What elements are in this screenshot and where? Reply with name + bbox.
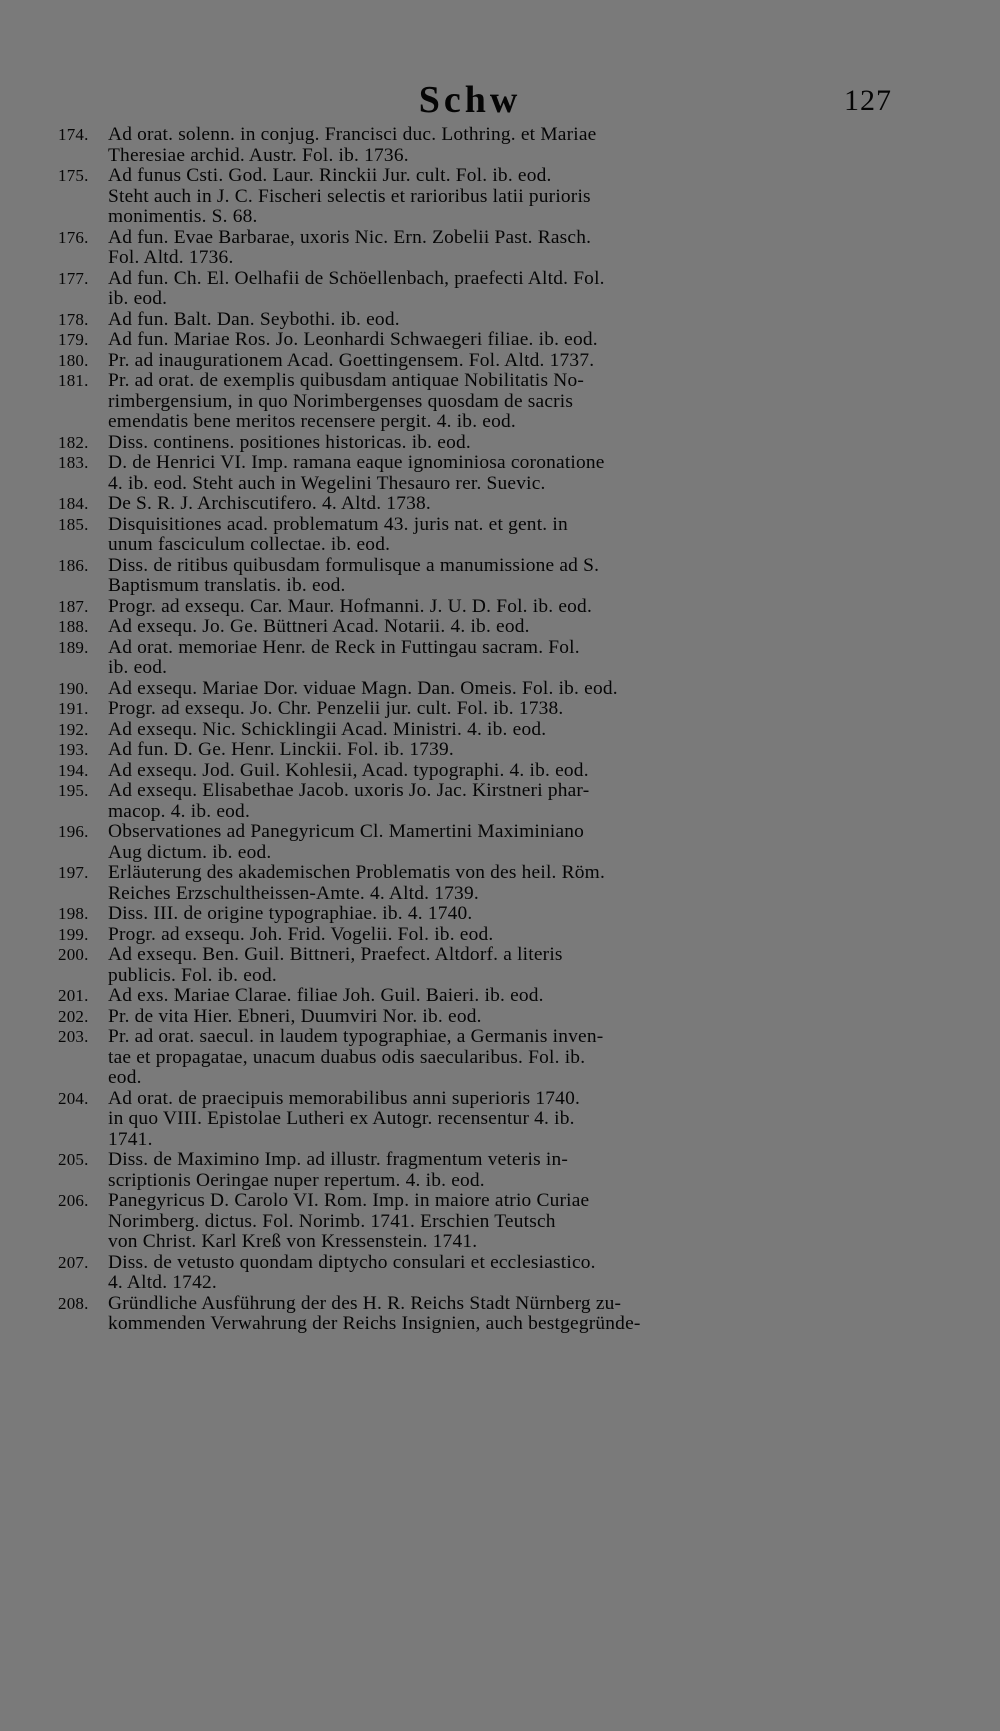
entry-text-line: Ad fun. Ch. El. Oelhafii de Schöellenbach, praefecti Altd. Fol. <box>108 268 605 289</box>
list-item <box>58 269 898 310</box>
list-item <box>58 1253 898 1294</box>
list-item <box>58 986 898 1007</box>
entry-number: 207. <box>58 1252 89 1272</box>
list-item <box>58 1150 898 1191</box>
entry-number: 201. <box>58 986 89 1005</box>
entry-number: 174. <box>58 125 89 144</box>
entry-number: 187. <box>58 596 89 616</box>
list-item <box>58 310 898 331</box>
entry-text-line: Diss. de Maximino Imp. ad illustr. fragmentum veteris in- <box>108 1150 569 1170</box>
entry-number: 183. <box>58 453 89 472</box>
entry-text-line: Reiches Erzschultheissen-Amte. 4. Altd. 1739. <box>108 883 479 904</box>
entry-text-line: in quo VIII. Epistolae Lutheri ex Autogr. recensentur 4. ib. <box>108 1109 575 1129</box>
entry-number: 186. <box>58 555 89 575</box>
page-header <box>0 78 1000 128</box>
entry-text-line: unum fasciculum collectae. ib. eod. <box>108 535 391 555</box>
entry-number: 193. <box>58 740 89 759</box>
entry-text-line: Erläuterung des akademischen Problematis von des heil. Röm. <box>108 863 605 883</box>
list-item <box>58 1294 898 1335</box>
entry-text-line: Ad fun. Balt. Dan. Seybothi. ib. eod. <box>108 309 400 330</box>
entry-text-line: D. de Henrici VI. Imp. ramana eaque ignominiosa coronatione <box>108 453 605 473</box>
entry-text-line: Ad fun. Mariae Ros. Jo. Leonhardi Schwaegeri filiae. ib. eod. <box>108 330 598 350</box>
entry-text-line: Ad orat. solenn. in conjug. Francisci duc. Lothring. et Mariae <box>108 125 597 145</box>
entry-text-line: Diss. de ritibus quibusdam formulisque a manumissione ad S. <box>108 555 600 576</box>
entry-number: 180. <box>58 350 89 370</box>
entry-text-line: Gründliche Ausführung der des H. R. Reichs Stadt Nürnberg zu- <box>108 1293 622 1314</box>
list-item <box>58 330 898 351</box>
entry-text-line: 1741. <box>108 1129 153 1150</box>
entry-text-line: Pr. ad inaugurationem Acad. Goettingensem. Fol. Altd. 1737. <box>108 350 595 371</box>
list-item <box>58 1191 898 1253</box>
entry-text-line: Ad orat. memoriae Henr. de Reck in Futtingau sacram. Fol. <box>108 637 580 658</box>
entry-text-line: Baptismum translatis. ib. eod. <box>108 576 346 596</box>
entry-number: 200. <box>58 945 89 964</box>
entry-number: 185. <box>58 514 89 534</box>
list-item <box>58 556 898 597</box>
list-item <box>58 1027 898 1089</box>
entry-number: 199. <box>58 924 89 944</box>
entry-number: 203. <box>58 1027 89 1046</box>
entry-number: 202. <box>58 1006 89 1026</box>
entry-number: 196. <box>58 822 89 841</box>
entry-text-line: scriptionis Oeringae nuper repertum. 4. ib. eod. <box>108 1170 485 1191</box>
entry-text-line: Ad exsequ. Nic. Schicklingii Acad. Ministri. 4. ib. eod. <box>108 719 547 740</box>
entry-text-line: macop. 4. ib. eod. <box>108 801 250 822</box>
entry-text-line: Ad exs. Mariae Clarae. filiae Joh. Guil. Baieri. ib. eod. <box>108 986 544 1006</box>
entry-number: 191. <box>58 699 89 718</box>
entry-text-line: Pr. ad orat. saecul. in laudem typographiae, a Germanis inven- <box>108 1027 604 1047</box>
list-item <box>58 351 898 372</box>
list-item <box>58 740 898 761</box>
entry-number: 204. <box>58 1088 89 1108</box>
entry-number: 208. <box>58 1293 89 1313</box>
entry-number: 189. <box>58 637 89 657</box>
entry-text-line: tae et propagatae, unacum duabus odis saecularibus. Fol. ib. <box>108 1047 586 1068</box>
entry-text-line: Steht auch in J. C. Fischeri selectis et rarioribus latii purioris <box>108 186 591 207</box>
entry-text-line: Observationes ad Panegyricum Cl. Mamertini Maximiniano <box>108 822 585 842</box>
list-item <box>58 781 898 822</box>
entry-number: 197. <box>58 863 89 882</box>
entry-number: 176. <box>58 227 89 247</box>
entry-text-line: Pr. de vita Hier. Ebneri, Duumviri Nor. ib. eod. <box>108 1006 482 1027</box>
entry-number: 181. <box>58 371 89 390</box>
list-item <box>58 1089 898 1151</box>
entry-text-line: De S. R. J. Archiscutifero. 4. Altd. 1738. <box>108 494 431 514</box>
entry-text-line: Ad exsequ. Jo. Ge. Büttneri Acad. Notarii. 4. ib. eod. <box>108 617 530 637</box>
entry-number: 190. <box>58 678 89 698</box>
entry-text-line: Diss. continens. positiones historicas. ib. eod. <box>108 432 471 453</box>
entry-number: 194. <box>58 760 89 780</box>
entry-text-line: Progr. ad exsequ. Jo. Chr. Penzelii jur. cult. Fol. ib. 1738. <box>108 699 564 719</box>
list-item <box>58 822 898 863</box>
list-item <box>58 1007 898 1028</box>
list-item <box>58 863 898 904</box>
list-item <box>58 125 898 166</box>
list-item <box>58 699 898 720</box>
list-item <box>58 494 898 515</box>
entry-text-line: eod. <box>108 1068 142 1088</box>
list-item <box>58 679 898 700</box>
entry-number: 179. <box>58 330 89 349</box>
entry-text-line: Disquisitiones acad. problematum 43. juris nat. et gent. in <box>108 514 568 535</box>
entry-text-line: emendatis bene meritos recensere pergit. 4. ib. eod. <box>108 412 516 432</box>
list-item <box>58 453 898 494</box>
list-item <box>58 638 898 679</box>
entry-number: 182. <box>58 432 89 452</box>
entry-text-line: Ad fun. D. Ge. Henr. Linckii. Fol. ib. 1739. <box>108 740 454 760</box>
list-item <box>58 515 898 556</box>
entry-text-line: monimentis. S. 68. <box>108 207 258 227</box>
entry-number: 198. <box>58 904 89 923</box>
list-item <box>58 720 898 741</box>
entry-text-line: Ad fun. Evae Barbarae, uxoris Nic. Ern. Zobelii Past. Rasch. <box>108 227 592 248</box>
entry-text-line: rimbergensium, in quo Norimbergenses quosdam de sacris <box>108 391 574 412</box>
entry-text-line: publicis. Fol. ib. eod. <box>108 965 277 986</box>
entry-text-line: 4. Altd. 1742. <box>108 1273 217 1293</box>
list-item <box>58 597 898 618</box>
entry-text-line: Progr. ad exsequ. Joh. Frid. Vogelii. Fol. ib. eod. <box>108 924 494 945</box>
entry-number: 192. <box>58 719 89 739</box>
entry-text-line: Fol. Altd. 1736. <box>108 248 234 268</box>
entry-number: 205. <box>58 1150 89 1169</box>
entry-number: 184. <box>58 494 89 513</box>
bibliography-list <box>58 125 898 1335</box>
list-item <box>58 166 898 228</box>
entry-number: 188. <box>58 617 89 636</box>
entry-text-line: Diss. III. de origine typographiae. ib. 4. 1740. <box>108 904 473 924</box>
entry-number: 175. <box>58 166 89 185</box>
entry-text-line: Theresiae archid. Austr. Fol. ib. 1736. <box>108 145 409 166</box>
entry-text-line: von Christ. Karl Kreß von Kressenstein. 1741. <box>108 1232 478 1252</box>
list-item <box>58 904 898 925</box>
page-number: 127 <box>844 84 892 117</box>
entry-number: 178. <box>58 309 89 329</box>
entry-text-line: Aug dictum. ib. eod. <box>108 842 272 863</box>
entry-text-line: Progr. ad exsequ. Car. Maur. Hofmanni. J. U. D. Fol. ib. eod. <box>108 596 592 617</box>
list-item <box>58 433 898 454</box>
entry-text-line: Pr. ad orat. de exemplis quibusdam antiquae Nobilitatis No- <box>108 371 585 391</box>
list-item <box>58 228 898 269</box>
entry-text-line: Ad orat. de praecipuis memorabilibus anni superioris 1740. <box>108 1088 581 1109</box>
list-item <box>58 761 898 782</box>
entry-text-line: ib. eod. <box>108 658 168 678</box>
entry-text-line: kommenden Verwahrung der Reichs Insignien, auch bestgegründe- <box>108 1314 641 1334</box>
running-head: Schw <box>418 79 522 121</box>
list-item <box>58 371 898 433</box>
entry-number: 206. <box>58 1191 89 1210</box>
entry-text-line: Panegyricus D. Carolo VI. Rom. Imp. in maiore atrio Curiae <box>108 1191 590 1211</box>
entry-text-line: Ad exsequ. Ben. Guil. Bittneri, Praefect. Altdorf. a literis <box>108 945 563 965</box>
list-item <box>58 945 898 986</box>
list-item <box>58 617 898 638</box>
entry-number: 177. <box>58 268 89 288</box>
entry-text-line: Ad funus Csti. God. Laur. Rinckii Jur. cult. Fol. ib. eod. <box>108 166 552 186</box>
entry-number: 195. <box>58 781 89 800</box>
entry-text-line: ib. eod. <box>108 289 168 309</box>
list-item <box>58 925 898 946</box>
entry-text-line: Diss. de vetusto quondam diptycho consulari et ecclesiastico. <box>108 1252 596 1273</box>
entry-text-line: Ad exsequ. Mariae Dor. viduae Magn. Dan. Omeis. Fol. ib. eod. <box>108 678 618 699</box>
entry-text-line: Ad exsequ. Elisabethae Jacob. uxoris Jo. Jac. Kirstneri phar- <box>108 781 590 801</box>
entry-text-line: Norimberg. dictus. Fol. Norimb. 1741. Erschien Teutsch <box>108 1211 556 1232</box>
entry-text-line: 4. ib. eod. Steht auch in Wegelini Thesauro rer. Suevic. <box>108 473 546 494</box>
entry-text-line: Ad exsequ. Jod. Guil. Kohlesii, Acad. typographi. 4. ib. eod. <box>108 760 589 781</box>
